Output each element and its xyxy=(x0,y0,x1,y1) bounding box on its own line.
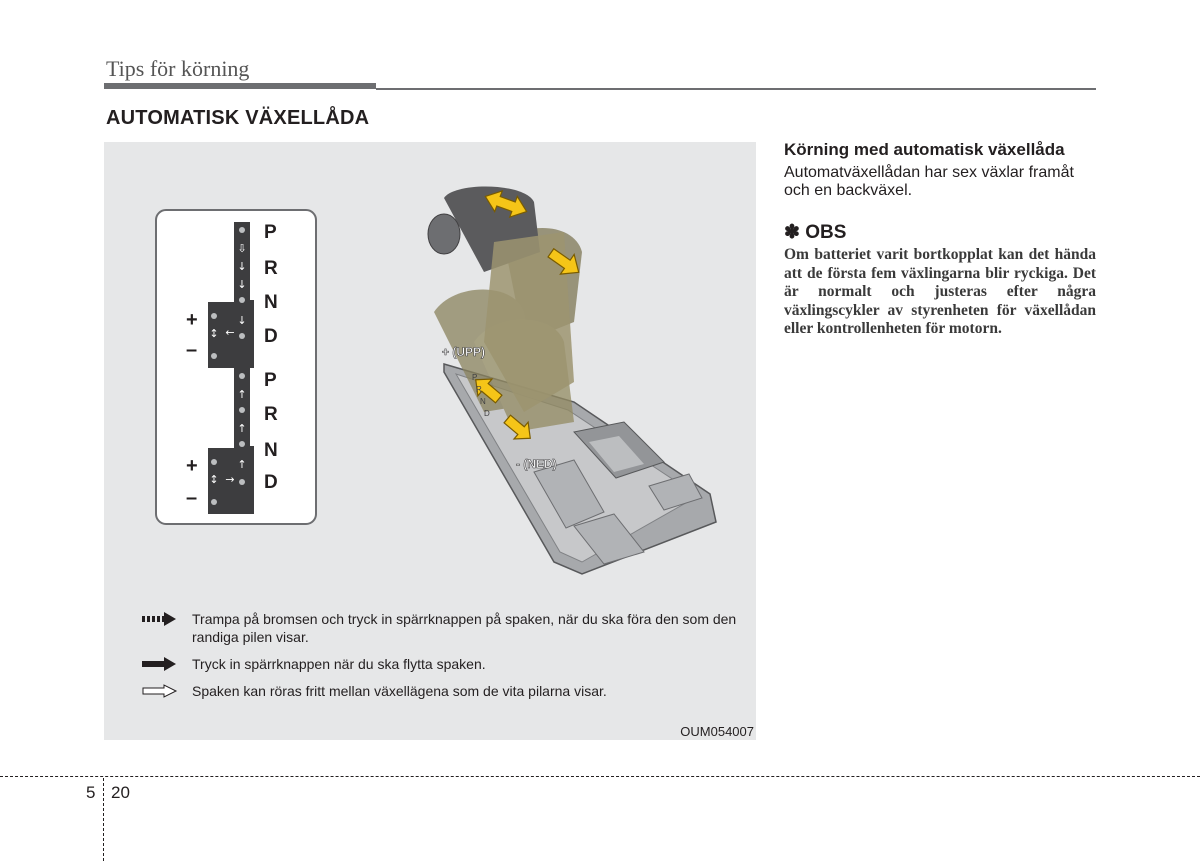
figure-legend xyxy=(124,610,744,709)
gate-letter-p-upper: P xyxy=(264,222,277,243)
striped-arrow-icon xyxy=(142,612,176,626)
gate-letter-n-upper: N xyxy=(264,292,278,313)
svg-text:↑: ↑ xyxy=(237,458,247,471)
gate-letter-r-lower: R xyxy=(264,404,278,425)
gate-letter-n-lower: N xyxy=(264,440,278,461)
legend-row xyxy=(124,610,744,646)
gate-minus-upper: – xyxy=(186,339,198,361)
chapter-number: 5 xyxy=(86,783,96,802)
right-column xyxy=(784,140,1096,339)
gate-plus-lower: + xyxy=(186,455,198,477)
body-paragraph: Automatväxellådan har sex växlar framåt och en backväxel. xyxy=(784,164,1074,199)
svg-text:→: → xyxy=(225,473,235,486)
section-title: AUTOMATISK VÄXELLÅDA xyxy=(106,107,370,129)
legend-row xyxy=(124,682,744,700)
page-number: 20 xyxy=(111,783,130,802)
legend-text: Spaken kan röras fritt mellan växellägena som de vita pilarna visar. xyxy=(192,683,607,699)
label-up: + (UPP) xyxy=(442,345,486,359)
svg-text:↓: ↓ xyxy=(237,278,247,291)
header-rule-thick xyxy=(104,83,376,89)
gate-minus-lower: – xyxy=(186,487,198,509)
header-rule-thin xyxy=(376,88,1096,90)
note-text: Om batteriet varit bortkopplat kan det hända att de första fem växlingarna blir ryckiga. Det är normalt och justeras efter några växlingscykler av styrenheten för växellådan eller kontrollenheten för motorn. xyxy=(784,246,1096,337)
gate-letter-p-lower: P xyxy=(264,370,277,391)
footer-rule xyxy=(0,776,1200,777)
svg-text:←: ← xyxy=(225,326,235,339)
figure-illustration xyxy=(104,142,756,602)
svg-text:↓: ↓ xyxy=(237,314,247,327)
svg-text:⇩: ⇩ xyxy=(237,242,247,255)
subsection-heading: Körning med automatisk växellåda xyxy=(784,140,1065,159)
solid-arrow-icon xyxy=(142,657,176,671)
gate-letter-r-upper: R xyxy=(264,258,278,279)
svg-text:↑: ↑ xyxy=(237,388,247,401)
svg-text:↕: ↕ xyxy=(209,473,219,486)
figure-code: OUM054007 xyxy=(680,724,754,739)
label-down: - (NED) xyxy=(516,457,557,471)
svg-text:↕: ↕ xyxy=(209,327,219,340)
note-heading: ✽ OBS xyxy=(784,222,847,243)
legend-text: Trampa på bromsen och tryck in spärrknappen på spaken, när du ska föra den som den randiga pilen visar. xyxy=(192,611,737,645)
svg-text:↓: ↓ xyxy=(237,260,247,273)
footer-vertical-rule xyxy=(103,778,104,861)
outline-arrow-icon xyxy=(142,684,178,698)
legend-text: Tryck in spärrknappen när du ska flytta spaken. xyxy=(192,656,486,672)
lever-letter-r: R xyxy=(476,385,482,394)
legend-row xyxy=(124,655,744,673)
shift-lever-figure xyxy=(104,142,756,740)
lever-letter-p: P xyxy=(472,373,478,382)
gate-plus-upper: + xyxy=(186,309,198,331)
running-header: Tips för körning xyxy=(106,56,250,81)
svg-text:↑: ↑ xyxy=(237,422,247,435)
gate-letter-d-lower: D xyxy=(264,472,278,493)
lever-letter-n: N xyxy=(480,397,486,406)
gate-letter-d-upper: D xyxy=(264,326,278,347)
lever-letter-d: D xyxy=(484,409,490,418)
